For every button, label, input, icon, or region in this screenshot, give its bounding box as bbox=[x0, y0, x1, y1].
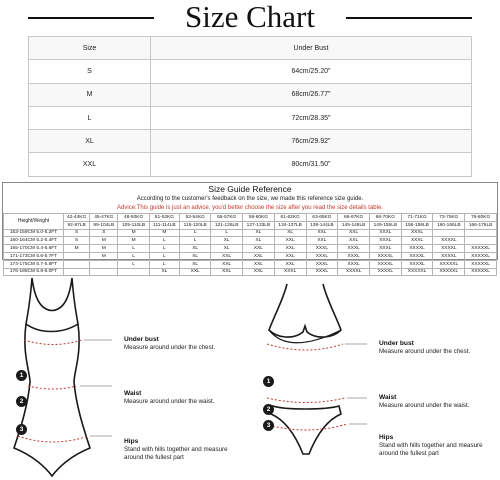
size-recommendation-cell bbox=[433, 229, 465, 237]
size-recommendation-cell: L bbox=[149, 245, 179, 253]
size-recommendation-cell: M bbox=[118, 229, 149, 237]
waist-description: Measure around under the waist. bbox=[379, 402, 470, 409]
size-recommendation-cell: XXXXL bbox=[433, 245, 465, 253]
size-recommendation-cell: XL bbox=[243, 237, 275, 245]
kg-range-cell: 66-67KG bbox=[338, 214, 370, 222]
guide-note: According to the customer's feedback on the size, we made this reference size guide. bbox=[136, 196, 364, 202]
hips-line bbox=[265, 424, 347, 430]
hips-annotation bbox=[124, 438, 240, 462]
size-guide-reference bbox=[2, 182, 498, 275]
kg-range-cell: 48-50KG bbox=[118, 214, 149, 222]
waist-title: Waist bbox=[124, 390, 142, 397]
swimsuit-top-outline bbox=[26, 278, 78, 332]
number-badge-1: 1 bbox=[263, 376, 274, 387]
size-recommendation-cell: XXXXL bbox=[369, 260, 401, 268]
guide-height-row bbox=[4, 229, 497, 237]
size-recommendation-cell: XXXL bbox=[306, 268, 338, 276]
waist-title: Waist bbox=[379, 394, 397, 401]
size-recommendation-cell: XL bbox=[180, 252, 211, 260]
size-recommendation-cell: XXXL bbox=[401, 229, 433, 237]
lb-range-cell: 127-133LB bbox=[243, 221, 275, 229]
size-table-header-row bbox=[29, 37, 472, 60]
size-recommendation-cell: L bbox=[211, 229, 243, 237]
size-cell: M bbox=[29, 83, 151, 106]
size-recommendation-cell: XXXXXL bbox=[465, 252, 497, 260]
lb-range-cell: 99-104LB bbox=[90, 221, 118, 229]
size-recommendation-cell: XXXL bbox=[306, 245, 338, 253]
size-recommendation-cell: XXL bbox=[180, 268, 211, 276]
kg-range-cell: 42-44KG bbox=[64, 214, 90, 222]
lb-range-cell: 145-148LB bbox=[338, 221, 370, 229]
size-row bbox=[29, 60, 472, 83]
bust-cell: 64cm/25.20" bbox=[151, 60, 472, 83]
height-cm: 165-170CM bbox=[9, 246, 35, 252]
size-recommendation-cell: XXL bbox=[274, 252, 306, 260]
height-cm: 171-173CM bbox=[9, 253, 35, 259]
size-recommendation-cell: XXL bbox=[306, 237, 338, 245]
size-recommendation-cell: M bbox=[90, 245, 118, 253]
lb-range-cell: 92-97LB bbox=[64, 221, 90, 229]
lb-range-cell: 111-114LB bbox=[149, 221, 179, 229]
size-recommendation-cell: XXXL bbox=[369, 229, 401, 237]
bikini-illustration bbox=[255, 264, 495, 480]
size-recommendation-cell: XXL bbox=[211, 252, 243, 260]
height-ft: 5.0-5.2FT bbox=[36, 230, 58, 236]
height-ft: 5.8-6.0FT bbox=[36, 269, 58, 275]
size-recommendation-cell: M bbox=[64, 245, 90, 253]
height-cm: 176-185CM bbox=[9, 269, 35, 275]
header-left-rule bbox=[28, 17, 154, 19]
waist-annotation bbox=[379, 394, 493, 410]
guide-kg-row bbox=[4, 214, 497, 222]
size-recommendation-cell: XXL bbox=[243, 252, 275, 260]
guide-height-row bbox=[4, 237, 497, 245]
height-cm: 174-175CM bbox=[9, 261, 35, 267]
size-recommendation-cell: XXXXXL bbox=[465, 260, 497, 268]
waist-annotation bbox=[124, 390, 240, 406]
size-recommendation-cell bbox=[64, 252, 90, 260]
size-recommendation-cell bbox=[465, 229, 497, 237]
lb-range-cell: 121-126LB bbox=[211, 221, 243, 229]
hips-title: Hips bbox=[379, 434, 394, 441]
size-recommendation-cell: XXL bbox=[274, 260, 306, 268]
kg-range-cell: 45-47KG bbox=[90, 214, 118, 222]
bust-cell: 68cm/26.77" bbox=[151, 83, 472, 106]
size-recommendation-cell: XXXXL bbox=[401, 252, 433, 260]
size-recommendation-cell: XXXXL bbox=[433, 237, 465, 245]
size-recommendation-cell: XXXXL bbox=[338, 268, 370, 276]
height-cell bbox=[4, 237, 64, 245]
height-cm: 153-159CM bbox=[9, 230, 35, 236]
height-cell bbox=[4, 252, 64, 260]
size-recommendation-cell: XXL bbox=[274, 245, 306, 253]
size-row bbox=[29, 153, 472, 176]
height-ft: 5.6-5.7FT bbox=[36, 253, 58, 259]
size-recommendation-cell: L bbox=[180, 229, 211, 237]
height-cell bbox=[4, 229, 64, 237]
bust-cell: 72cm/28.35" bbox=[151, 106, 472, 129]
size-recommendation-cell: XL bbox=[211, 237, 243, 245]
size-recommendation-cell: XXL bbox=[338, 237, 370, 245]
page-title: Size Chart bbox=[185, 0, 315, 34]
hips-line bbox=[18, 436, 88, 442]
size-cell: S bbox=[29, 60, 151, 83]
size-recommendation-cell: XXL bbox=[211, 260, 243, 268]
lb-range-cell: 105-110LB bbox=[118, 221, 149, 229]
size-table bbox=[28, 36, 472, 177]
guide-height-row bbox=[4, 245, 497, 253]
size-recommendation-cell: S bbox=[64, 237, 90, 245]
hips-description-line1: Stand with hills together and measure bbox=[379, 442, 483, 449]
size-chart-header bbox=[0, 0, 500, 34]
size-row bbox=[29, 130, 472, 153]
under-bust-description: Measure around under the chest. bbox=[379, 348, 471, 355]
size-cell: XL bbox=[29, 130, 151, 153]
size-recommendation-cell: XXXL bbox=[274, 268, 306, 276]
guide-height-row bbox=[4, 252, 497, 260]
size-recommendation-cell: XXXXXL bbox=[465, 245, 497, 253]
bikini-top-outline bbox=[269, 284, 341, 337]
height-ft: 5.2-5.4FT bbox=[36, 238, 58, 244]
kg-range-cell: 63-65KG bbox=[306, 214, 338, 222]
guide-advice: Advice:This guide is just an advice, you'd better choose the size after you read the size details table. bbox=[117, 205, 383, 211]
size-recommendation-cell: XXXL bbox=[338, 260, 370, 268]
size-recommendation-cell: XL bbox=[274, 229, 306, 237]
size-recommendation-cell: XL bbox=[243, 229, 275, 237]
lb-range-cell: 160-166LB bbox=[433, 221, 465, 229]
size-recommendation-cell: XXL bbox=[274, 237, 306, 245]
size-row bbox=[29, 83, 472, 106]
size-recommendation-cell: XXXL bbox=[338, 245, 370, 253]
size-recommendation-cell: L bbox=[118, 245, 149, 253]
under-bust-annotation bbox=[379, 340, 493, 356]
size-recommendation-cell: XL bbox=[180, 245, 211, 253]
kg-range-cell: 71-71KG bbox=[401, 214, 433, 222]
size-recommendation-cell: XXXXXL bbox=[465, 268, 497, 276]
size-recommendation-cell: XXXXL bbox=[369, 268, 401, 276]
height-ft: 5.4-5.6FT bbox=[36, 246, 58, 252]
under-bust-line bbox=[24, 340, 82, 345]
size-recommendation-cell: XXXXXL bbox=[401, 268, 433, 276]
under-bust-annotation bbox=[124, 336, 240, 352]
lb-range-cell: 115-120LB bbox=[180, 221, 211, 229]
height-cm: 160-164CM bbox=[9, 238, 35, 244]
waist-line bbox=[28, 386, 76, 389]
height-ft: 5.7-5.8FT bbox=[36, 261, 58, 267]
waist-line bbox=[267, 398, 345, 403]
height-weight-label: Height/Weight bbox=[4, 214, 64, 230]
size-recommendation-cell: XXL bbox=[338, 229, 370, 237]
size-recommendation-cell: XL bbox=[211, 245, 243, 253]
guide-title: Size Guide Reference bbox=[208, 184, 292, 194]
number-badge-3: 3 bbox=[263, 420, 274, 431]
kg-range-cell: 53-54KG bbox=[180, 214, 211, 222]
size-recommendation-cell: XXXL bbox=[338, 252, 370, 260]
size-recommendation-cell: XXXXL bbox=[401, 260, 433, 268]
lb-range-cell: 134-137LB bbox=[274, 221, 306, 229]
size-recommendation-cell: XL bbox=[180, 260, 211, 268]
kg-range-cell: 58-60KG bbox=[243, 214, 275, 222]
kg-range-cell: 68-70KG bbox=[369, 214, 401, 222]
bust-column-header: Under Bust bbox=[151, 37, 472, 60]
size-recommendation-cell: M bbox=[149, 229, 179, 237]
size-recommendation-cell: XXL bbox=[243, 260, 275, 268]
size-recommendation-cell: XXL bbox=[243, 268, 275, 276]
hips-annotation bbox=[379, 434, 493, 458]
size-recommendation-cell: XXXL bbox=[369, 245, 401, 253]
swimsuit-illustration bbox=[0, 261, 240, 480]
size-recommendation-cell: M bbox=[118, 237, 149, 245]
number-badge-3: 3 bbox=[16, 424, 27, 435]
lb-range-cell: 166-176LB bbox=[465, 221, 497, 229]
kg-range-cell: 76-80KG bbox=[465, 214, 497, 222]
bust-cell: 80cm/31.50" bbox=[151, 153, 472, 176]
kg-range-cell: 61-62KG bbox=[274, 214, 306, 222]
under-bust-description: Measure around under the chest. bbox=[124, 344, 216, 351]
waist-description: Measure around under the waist. bbox=[124, 398, 215, 405]
kg-range-cell: 55-57KG bbox=[211, 214, 243, 222]
under-bust-title: Under bust bbox=[124, 336, 159, 343]
size-recommendation-cell: L bbox=[149, 260, 179, 268]
lb-range-cell: 138-144LB bbox=[306, 221, 338, 229]
lb-range-cell: 156-159LB bbox=[401, 221, 433, 229]
lb-range-cell: 149-155LB bbox=[369, 221, 401, 229]
number-badge-2: 2 bbox=[16, 396, 27, 407]
hips-title: Hips bbox=[124, 438, 139, 445]
number-badge-2: 2 bbox=[263, 404, 274, 415]
size-recommendation-cell: XXXXL bbox=[401, 245, 433, 253]
size-recommendation-cell: XL bbox=[149, 268, 179, 276]
size-recommendation-cell: L bbox=[149, 252, 179, 260]
size-recommendation-cell: S bbox=[64, 229, 90, 237]
under-bust-line bbox=[267, 344, 343, 350]
hips-description-line2: around the fullest part bbox=[124, 454, 184, 461]
size-recommendation-cell: XXL bbox=[243, 245, 275, 253]
size-recommendation-cell: XXXL bbox=[306, 260, 338, 268]
hips-description-line1: Stand with hills together and measure bbox=[124, 446, 228, 453]
size-recommendation-cell: XXXXXL bbox=[433, 260, 465, 268]
size-cell: XXL bbox=[29, 153, 151, 176]
size-recommendation-cell bbox=[465, 237, 497, 245]
size-recommendation-cell: XXXL bbox=[306, 252, 338, 260]
bust-cell: 76cm/29.92" bbox=[151, 130, 472, 153]
size-cell: L bbox=[29, 106, 151, 129]
height-cell bbox=[4, 245, 64, 253]
size-recommendation-cell: XXXXL bbox=[369, 252, 401, 260]
size-recommendation-cell: XXXL bbox=[401, 237, 433, 245]
size-recommendation-cell: XXL bbox=[211, 268, 243, 276]
size-recommendation-cell: L bbox=[118, 252, 149, 260]
size-recommendation-cell: L bbox=[149, 237, 179, 245]
under-bust-title: Under bust bbox=[379, 340, 414, 347]
size-recommendation-cell: L bbox=[118, 260, 149, 268]
header-right-rule bbox=[346, 17, 472, 19]
kg-range-cell: 51-52KG bbox=[149, 214, 179, 222]
size-column-header: Size bbox=[29, 37, 151, 60]
guide-lb-row bbox=[4, 221, 497, 229]
size-recommendation-cell: XXXL bbox=[369, 237, 401, 245]
number-badge-1: 1 bbox=[16, 370, 27, 381]
size-recommendation-cell: XXXXL bbox=[433, 252, 465, 260]
size-recommendation-cell: XXL bbox=[306, 229, 338, 237]
size-recommendation-cell: M bbox=[90, 237, 118, 245]
size-recommendation-cell: S bbox=[90, 229, 118, 237]
kg-range-cell: 73-75KG bbox=[433, 214, 465, 222]
size-recommendation-cell: XXXXXL bbox=[433, 268, 465, 276]
size-row bbox=[29, 106, 472, 129]
size-recommendation-cell: L bbox=[180, 237, 211, 245]
hips-description-line2: around the fullest part bbox=[379, 450, 439, 457]
size-recommendation-cell: M bbox=[90, 252, 118, 260]
